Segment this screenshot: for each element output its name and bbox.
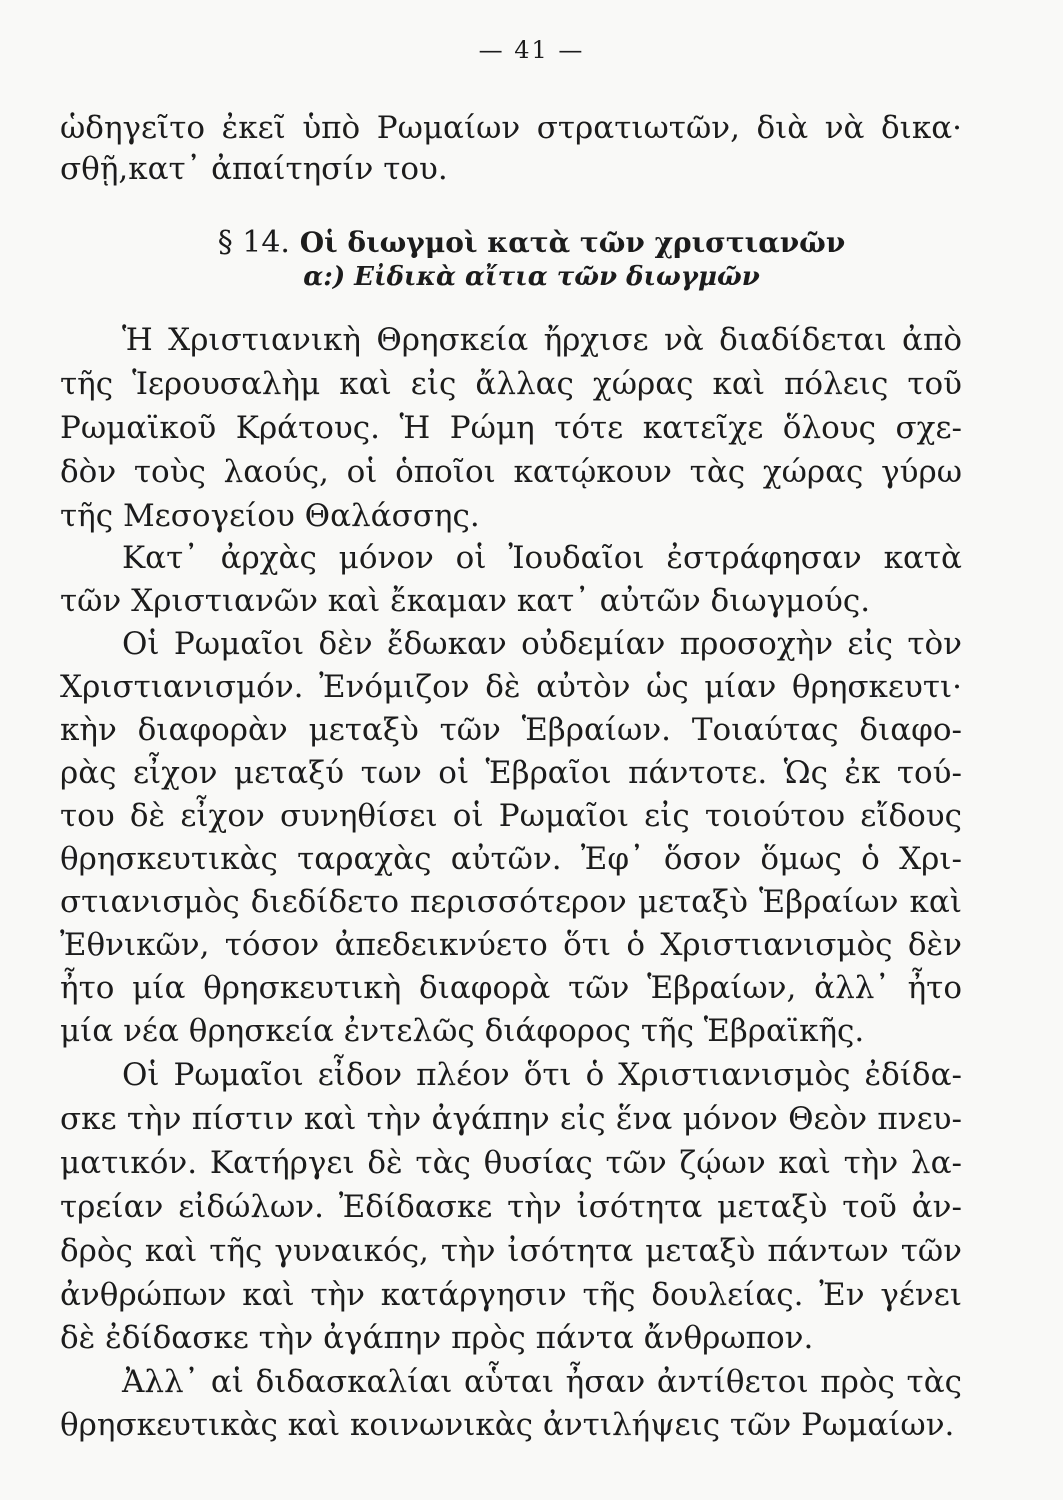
section-heading — [0, 225, 1063, 260]
text-line: τρείαν εἰδώλων. Ἐδίδασκε τὴν ἰσότητα μεταξὺ τοῦ ἀν- — [60, 1189, 962, 1225]
text-line: Χριστιανισμόν. Ἐνόμιζον δὲ αὐτὸν ὡς μίαν θρησκευτι· — [60, 669, 962, 705]
text-line: δὲ ἐδίδασκε τὴν ἀγάπην πρὸς πάντα ἄνθρωπον. — [60, 1320, 814, 1356]
section-title: Οἱ διωγμοὶ κατὰ τῶν χριστιανῶν — [299, 226, 846, 259]
text-line: Ἡ Χριστιανικὴ Θρησκεία ἤρχισε νὰ διαδίδεται ἀπὸ — [122, 322, 962, 358]
text-line: στιανισμὸς διεδίδετο περισσότερον μεταξὺ Ἑβραίων καὶ — [60, 884, 962, 920]
text-line: θρησκευτικὰς καὶ κοινωνικὰς ἀντιλήψεις τῶν Ρωμαίων. — [60, 1407, 955, 1443]
text-line: θρησκευτικὰς ταραχὰς αὐτῶν. Ἐφ᾽ ὅσον ὅμως ὁ Χρι- — [60, 841, 962, 877]
text-line: σκε τὴν πίστιν καὶ τὴν ἀγάπην εἰς ἕνα μόνον Θεὸν πνευ- — [60, 1101, 962, 1137]
text-line: ἀνθρώπων καὶ τὴν κατάργησιν τῆς δουλείας. Ἐν γένει — [60, 1277, 962, 1313]
text-line: Οἱ Ρωμαῖοι δὲν ἔδωκαν οὐδεμίαν προσοχὴν εἰς τὸν — [122, 626, 962, 662]
text-line: Ἀλλ᾽ αἱ διδασκαλίαι αὗται ἦσαν ἀντίθετοι πρὸς τὰς — [122, 1364, 962, 1400]
text-line: τῶν Χριστιανῶν καὶ ἔκαμαν κατ᾽ αὐτῶν διωγμούς. — [60, 583, 871, 619]
text-line: τῆς Μεσογείου Θαλάσσης. — [60, 498, 480, 534]
text-line: μία νέα θρησκεία ἐντελῶς διάφορος τῆς Ἑβραϊκῆς. — [60, 1013, 865, 1049]
text-line: του δὲ εἶχον συνηθίσει οἱ Ρωμαῖοι εἰς τοιούτου εἴδους — [60, 798, 962, 834]
text-line: ματικόν. Κατήργει δὲ τὰς θυσίας τῶν ζῴων καὶ τὴν λα- — [60, 1145, 962, 1181]
section-subtitle: α:) Εἰδικὰ αἴτια τῶν διωγμῶν — [303, 262, 760, 292]
text-line: Οἱ Ρωμαῖοι εἶδον πλέον ὅτι ὁ Χριστιανισμὸς ἐδίδα- — [122, 1057, 962, 1093]
text-line: Κατ᾽ ἀρχὰς μόνον οἱ Ἰουδαῖοι ἐστράφησαν κατὰ — [122, 540, 962, 576]
text-line: δὸν τοὺς λαούς, οἱ ὁποῖοι κατῴκουν τὰς χώρας γύρω — [60, 454, 962, 490]
text-line: κὴν διαφορὰν μεταξὺ τῶν Ἑβραίων. Τοιαύτας διαφο- — [60, 712, 962, 748]
text-line: ὡδηγεῖτο ἐκεῖ ὑπὸ Ρωμαίων στρατιωτῶν, διὰ νὰ δικα· — [60, 110, 962, 146]
text-line: τῆς Ἱερουσαλὴμ καὶ εἰς ἄλλας χώρας καὶ πόλεις τοῦ — [60, 366, 962, 402]
text-line: σθῇ,κατ᾽ ἀπαίτησίν του. — [60, 151, 448, 187]
page-number: — 41 — — [478, 36, 585, 64]
text-line: δρὸς καὶ τῆς γυναικός, τὴν ἰσότητα μεταξὺ πάντων τῶν — [60, 1233, 962, 1269]
text-line: ρὰς εἶχον μεταξύ των οἱ Ἑβραῖοι πάντοτε. Ὡς ἐκ τού- — [60, 755, 962, 791]
text-line: ἦτο μία θρησκευτικὴ διαφορὰ τῶν Ἑβραίων, ἀλλ᾽ ἦτο — [60, 970, 962, 1006]
text-line: Ρωμαϊκοῦ Κράτους. Ἡ Ρώμη τότε κατεῖχε ὅλους σχε- — [60, 410, 962, 446]
text-line: Ἐθνικῶν, τόσον ἀπεδεικνύετο ὅτι ὁ Χριστιανισμὸς δὲν — [60, 927, 962, 963]
section-symbol: § 14. — [217, 225, 290, 260]
